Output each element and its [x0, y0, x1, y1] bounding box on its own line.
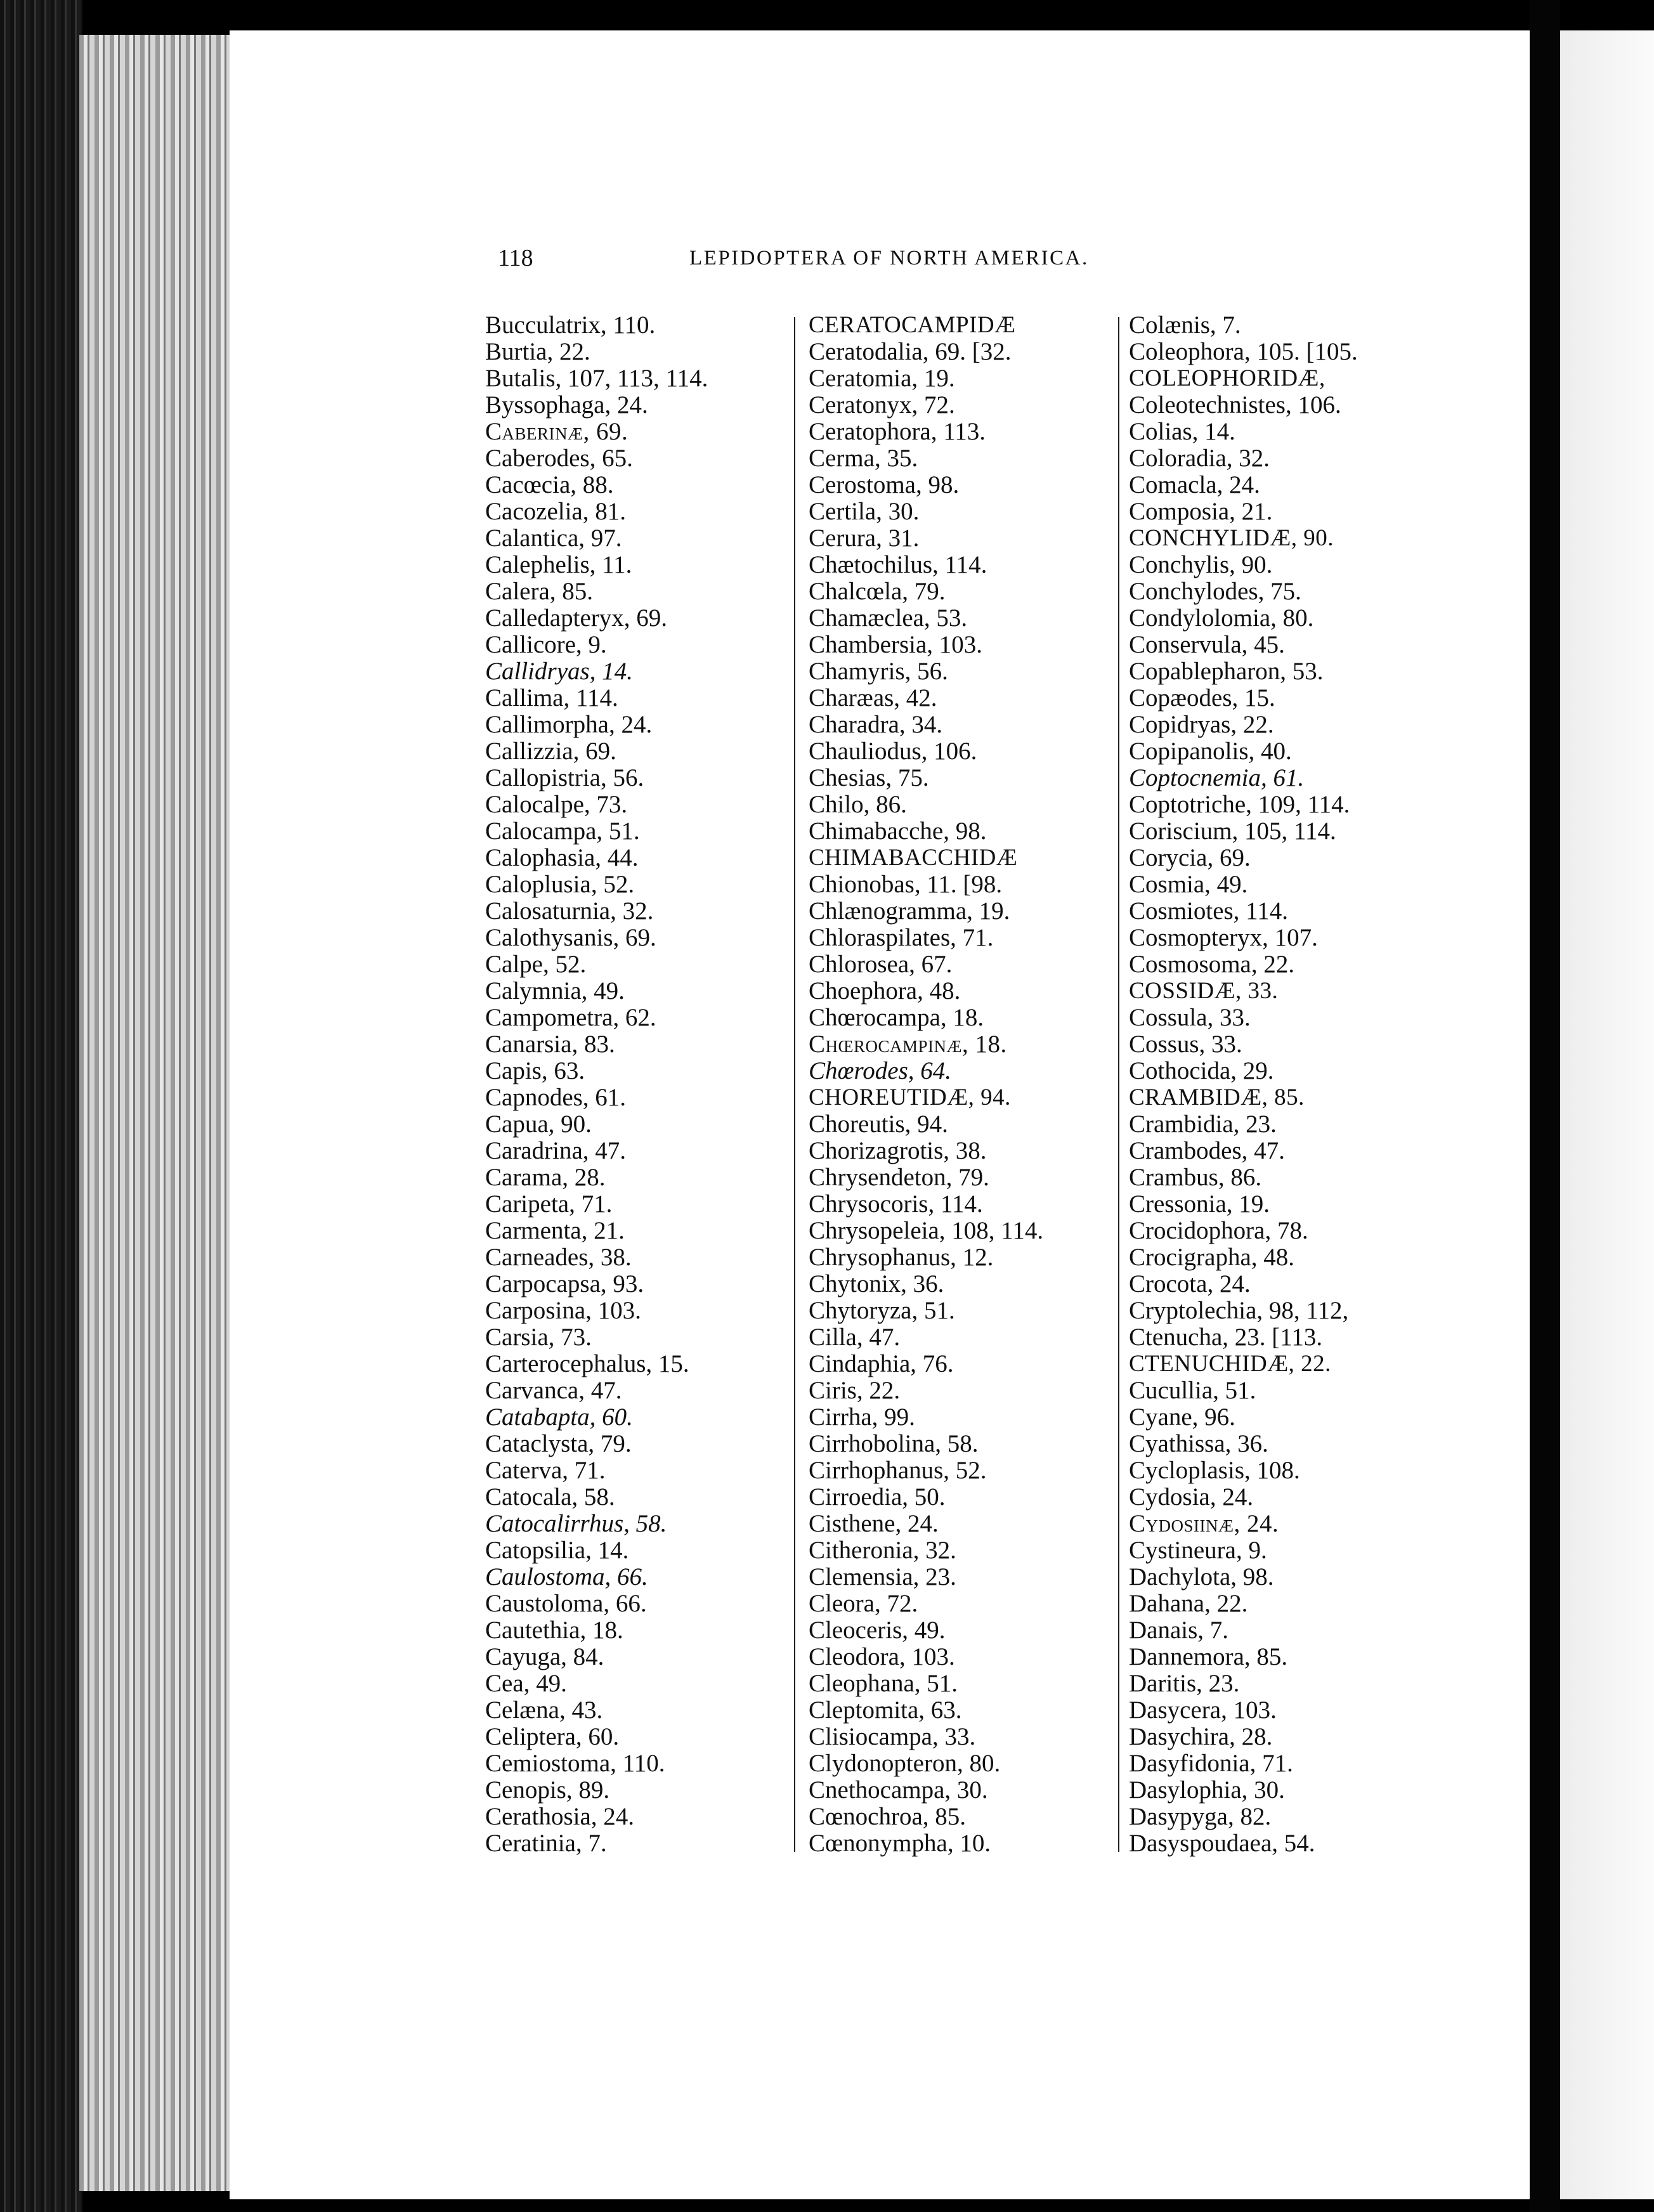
index-entry: Carterocephalus, 15. [485, 1350, 689, 1377]
index-entry: Caterva, 71. [485, 1457, 606, 1484]
index-entry: Callopistria, 56. [485, 764, 644, 791]
index-entry: Calephelis, 11. [485, 551, 632, 578]
index-entry: Calantica, 97. [485, 524, 622, 552]
index-entry: Callizzia, 69. [485, 738, 616, 765]
index-entry: Ciris, 22. [809, 1377, 901, 1404]
index-entry: Choreutis, 94. [809, 1110, 948, 1138]
index-entry: Dahana, 22. [1129, 1590, 1248, 1617]
index-entry: Capnodes, 61. [485, 1084, 627, 1111]
index-entry: Condylolomia, 80. [1129, 604, 1314, 632]
index-entry: COLEOPHORIDÆ, [1129, 365, 1325, 391]
index-entry: Carneades, 38. [485, 1244, 632, 1271]
index-entry: Cnethocampa, 30. [809, 1776, 988, 1804]
index-entry: Chorizagrotis, 38. [809, 1137, 987, 1164]
index-entry: Cosmiotes, 114. [1129, 897, 1288, 925]
index-entry: Cerma, 35. [809, 445, 918, 472]
index-entry: Byssophaga, 24. [485, 391, 648, 419]
index-entry: Crocigrapha, 48. [1129, 1244, 1295, 1271]
book-gutter [1530, 0, 1560, 2212]
index-entry: Conservula, 45. [1129, 631, 1285, 658]
book-edge [0, 0, 82, 2212]
index-entry: Callima, 114. [485, 684, 618, 712]
index-entry: Cyathissa, 36. [1129, 1430, 1268, 1457]
index-entry: Cirroedia, 50. [809, 1483, 946, 1511]
index-entry: Chionobas, 11. [98. [809, 871, 1003, 898]
index-entry: Cosmopteryx, 107. [1129, 924, 1318, 951]
running-title: LEPIDOPTERA OF NORTH AMERICA. [689, 247, 1089, 270]
index-entry: Corycia, 69. [1129, 844, 1251, 871]
index-entry: CONCHYLIDÆ, 90. [1129, 525, 1334, 551]
index-entry: Clisiocampa, 33. [809, 1723, 976, 1750]
index-entry: Cemiostoma, 110. [485, 1750, 665, 1777]
index-entry: Cosmia, 49. [1129, 871, 1248, 898]
index-entry: Caradrina, 47. [485, 1137, 627, 1164]
index-entry: Cilla, 47. [809, 1324, 901, 1351]
index-entry: Conchylodes, 75. [1129, 578, 1301, 605]
index-entry: Crambodes, 47. [1129, 1137, 1285, 1164]
index-entry: Carsia, 73. [485, 1324, 592, 1351]
index-entry: Chloraspilates, 71. [809, 924, 994, 951]
index-entry: Clemensia, 23. [809, 1563, 956, 1591]
index-entry: Cydosiinæ, 24. [1129, 1510, 1279, 1537]
index-entry: Chrysocoris, 114. [809, 1190, 983, 1218]
index-entry: Callimorpha, 24. [485, 711, 653, 738]
index-entry: Colias, 14. [1129, 418, 1235, 445]
index-entry: Calpe, 52. [485, 951, 587, 978]
index-entry: Dachylota, 98. [1129, 1563, 1274, 1591]
index-entry: Coleophora, 105. [105. [1129, 338, 1358, 365]
page-number: 118 [498, 245, 533, 271]
index-entry: Chauliodus, 106. [809, 738, 977, 765]
index-entry: Cleora, 72. [809, 1590, 918, 1617]
index-entry: Crocidophora, 78. [1129, 1217, 1308, 1244]
index-entry: Cerostoma, 98. [809, 471, 960, 498]
index-entry: Caberodes, 65. [485, 445, 633, 472]
index-entry: Burtia, 22. [485, 338, 590, 365]
index-entry: Dasyspoudaea, 54. [1129, 1830, 1315, 1857]
index-entry: Celiptera, 60. [485, 1723, 620, 1750]
index-entry: Cryptolechia, 98, 112, [1129, 1297, 1349, 1324]
index-entry: Cycloplasis, 108. [1129, 1457, 1300, 1484]
index-entry: CHOREUTIDÆ, 94. [809, 1084, 1011, 1110]
page-stack-edge [79, 35, 235, 2191]
index-entry: Calocalpe, 73. [485, 791, 628, 818]
index-entry: Composia, 21. [1129, 498, 1273, 525]
index-entry: Cacozelia, 81. [485, 498, 626, 525]
index-entry: Cyane, 96. [1129, 1403, 1235, 1431]
index-entry: Chœrocampinæ, 18. [809, 1031, 1007, 1058]
index-entry: Caulostoma, 66. [485, 1563, 648, 1591]
index-entry: Ctenucha, 23. [113. [1129, 1324, 1323, 1351]
index-entry: Cleoceris, 49. [809, 1617, 946, 1644]
index-entry: Dasylophia, 30. [1129, 1776, 1285, 1804]
index-entry: Chytoryza, 51. [809, 1297, 955, 1324]
index-entry: Cucullia, 51. [1129, 1377, 1256, 1404]
index-entry: Cossus, 33. [1129, 1031, 1242, 1058]
index-entry: Cleodora, 103. [809, 1643, 955, 1670]
index-entry: Chalcœla, 79. [809, 578, 946, 605]
index-entry: Crambus, 86. [1129, 1164, 1262, 1191]
index-entry: Charadra, 34. [809, 711, 943, 738]
index-entry: Clydonopteron, 80. [809, 1750, 1001, 1777]
index-entry: Calymnia, 49. [485, 977, 625, 1005]
index-entry: Ceratophora, 113. [809, 418, 986, 445]
index-entry: Carmenta, 21. [485, 1217, 625, 1244]
index-entry: Crocota, 24. [1129, 1270, 1251, 1298]
index-entry: Caustoloma, 66. [485, 1590, 647, 1617]
index-entry: Daritis, 23. [1129, 1670, 1240, 1697]
index-entry: Coptocnemia, 61. [1129, 764, 1305, 791]
index-column-1 [485, 312, 708, 1857]
index-entry: Calosaturnia, 32. [485, 897, 654, 925]
index-entry: Danais, 7. [1129, 1617, 1229, 1644]
index-column-2 [809, 312, 1043, 1857]
index-entry: Capis, 63. [485, 1057, 585, 1084]
index-entry: Carama, 28. [485, 1164, 606, 1191]
index-entry: Copipanolis, 40. [1129, 738, 1292, 765]
index-entry: CRAMBIDÆ, 85. [1129, 1084, 1305, 1110]
index-entry: CTENUCHIDÆ, 22. [1129, 1351, 1331, 1377]
index-entry: Catopsilia, 14. [485, 1537, 629, 1564]
index-entry: Chamyris, 56. [809, 658, 948, 685]
index-entry: Cirrha, 99. [809, 1403, 915, 1431]
index-entry: Calledapteryx, 69. [485, 604, 667, 632]
index-entry: Campometra, 62. [485, 1004, 656, 1031]
index-entry: Caloplusia, 52. [485, 871, 635, 898]
index-column-3 [1129, 312, 1358, 1857]
index-entry: Cayuga, 84. [485, 1643, 604, 1670]
index-entry: Cleophana, 51. [809, 1670, 958, 1697]
index-entry: Chlænogramma, 19. [809, 897, 1010, 925]
index-entry: Conchylis, 90. [1129, 551, 1273, 578]
index-entry: Butalis, 107, 113, 114. [485, 365, 708, 392]
index-entry: Carposina, 103. [485, 1297, 641, 1324]
column-rule [1118, 317, 1119, 1852]
index-entry: Copablepharon, 53. [1129, 658, 1324, 685]
index-entry: Catocalirrhus, 58. [485, 1510, 667, 1537]
index-entry: Cleptomita, 63. [809, 1696, 962, 1724]
index-entry: Chesias, 75. [809, 764, 929, 791]
index-entry: Citheronia, 32. [809, 1537, 956, 1564]
index-entry: Carvanca, 47. [485, 1377, 622, 1404]
page-header [498, 244, 1227, 276]
index-entry: Cystineura, 9. [1129, 1537, 1267, 1564]
index-entry: Cerura, 31. [809, 524, 920, 552]
index-entry: Dannemora, 85. [1129, 1643, 1288, 1670]
index-entry: Cenopis, 89. [485, 1776, 610, 1804]
index-entry: Chamæclea, 53. [809, 604, 968, 632]
index-entry: Cressonia, 19. [1129, 1190, 1270, 1218]
index-entry: Chambersia, 103. [809, 631, 983, 658]
index-entry: Ceratonyx, 72. [809, 391, 955, 419]
index-entry: Cea, 49. [485, 1670, 567, 1697]
index-entry: Chilo, 86. [809, 791, 907, 818]
index-entry: Cacœcia, 88. [485, 471, 614, 498]
index-entry: Cindaphia, 76. [809, 1350, 954, 1377]
index-entry: Cisthene, 24. [809, 1510, 939, 1537]
index-entry: CHIMABACCHIDÆ [809, 845, 1018, 871]
index-entry: Dasyfidonia, 71. [1129, 1750, 1293, 1777]
index-entry: Caberinæ, 69. [485, 418, 628, 445]
index-entry: Cautethia, 18. [485, 1617, 623, 1644]
index-entry: Ceratomia, 19. [809, 365, 955, 392]
index-entry: Choephora, 48. [809, 977, 961, 1005]
index-entry: Chætochilus, 114. [809, 551, 987, 578]
index-entry: Cirrhobolina, 58. [809, 1430, 979, 1457]
index-entry: Calocampa, 51. [485, 817, 640, 845]
index-entry: Dasychira, 28. [1129, 1723, 1273, 1750]
index-entry: Chœrocampa, 18. [809, 1004, 984, 1031]
index-entry: Catocala, 58. [485, 1483, 615, 1511]
index-entry: Capua, 90. [485, 1110, 592, 1138]
index-entry: Ceratodalia, 69. [32. [809, 338, 1012, 365]
index-entry: COSSIDÆ, 33. [1129, 978, 1279, 1004]
index-entry: Calophasia, 44. [485, 844, 639, 871]
index-entry: Cothocida, 29. [1129, 1057, 1274, 1084]
index-entry: Calothysanis, 69. [485, 924, 656, 951]
column-rule [794, 317, 795, 1852]
index-entry: Bucculatrix, 110. [485, 311, 656, 339]
index-entry: Celæna, 43. [485, 1696, 603, 1724]
index-entry: Cossula, 33. [1129, 1004, 1251, 1031]
index-entry: Copæodes, 15. [1129, 684, 1275, 712]
index-entry: Ceratinia, 7. [485, 1830, 607, 1857]
index-entry: Cydosia, 24. [1129, 1483, 1254, 1511]
index-entry: CERATOCAMPIDÆ [809, 312, 1016, 338]
index-entry: Crambidia, 23. [1129, 1110, 1277, 1138]
index-entry: Charæas, 42. [809, 684, 937, 712]
index-entry: Chrysendeton, 79. [809, 1164, 989, 1191]
index-entry: Coloradia, 32. [1129, 445, 1270, 472]
index-entry: Cataclysta, 79. [485, 1430, 632, 1457]
index-entry: Calera, 85. [485, 578, 594, 605]
facing-page-edge [1560, 30, 1654, 2199]
index-entry: Chlorosea, 67. [809, 951, 953, 978]
index-entry: Cœnonympha, 10. [809, 1830, 991, 1857]
index-entry: Chœrodes, 64. [809, 1057, 951, 1084]
index-entry: Catabapta, 60. [485, 1403, 633, 1431]
index-entry: Callidryas, 14. [485, 658, 633, 685]
index-entry: Cerathosia, 24. [485, 1803, 635, 1830]
index-entry: Coleotechnistes, 106. [1129, 391, 1341, 419]
index-entry: Coptotriche, 109, 114. [1129, 791, 1350, 818]
index-entry: Chrysophanus, 12. [809, 1244, 994, 1271]
index-entry: Dasycera, 103. [1129, 1696, 1277, 1724]
index-entry: Coriscium, 105, 114. [1129, 817, 1336, 845]
index-entry: Colænis, 7. [1129, 311, 1241, 339]
index-entry: Callicore, 9. [485, 631, 607, 658]
index-entry: Cosmosoma, 22. [1129, 951, 1295, 978]
index-entry: Chrysopeleia, 108, 114. [809, 1217, 1044, 1244]
index-entry: Canarsia, 83. [485, 1031, 615, 1058]
index-entry: Copidryas, 22. [1129, 711, 1274, 738]
index-entry: Dasypyga, 82. [1129, 1803, 1272, 1830]
index-entry: Cirrhophanus, 52. [809, 1457, 987, 1484]
index-entry: Comacla, 24. [1129, 471, 1260, 498]
index-entry: Certila, 30. [809, 498, 920, 525]
index-entry: Caripeta, 71. [485, 1190, 613, 1218]
index-entry: Chytonix, 36. [809, 1270, 944, 1298]
index-entry: Carpocapsa, 93. [485, 1270, 644, 1298]
index-entry: Cœnochroa, 85. [809, 1803, 967, 1830]
index-entry: Chimabacche, 98. [809, 817, 987, 845]
